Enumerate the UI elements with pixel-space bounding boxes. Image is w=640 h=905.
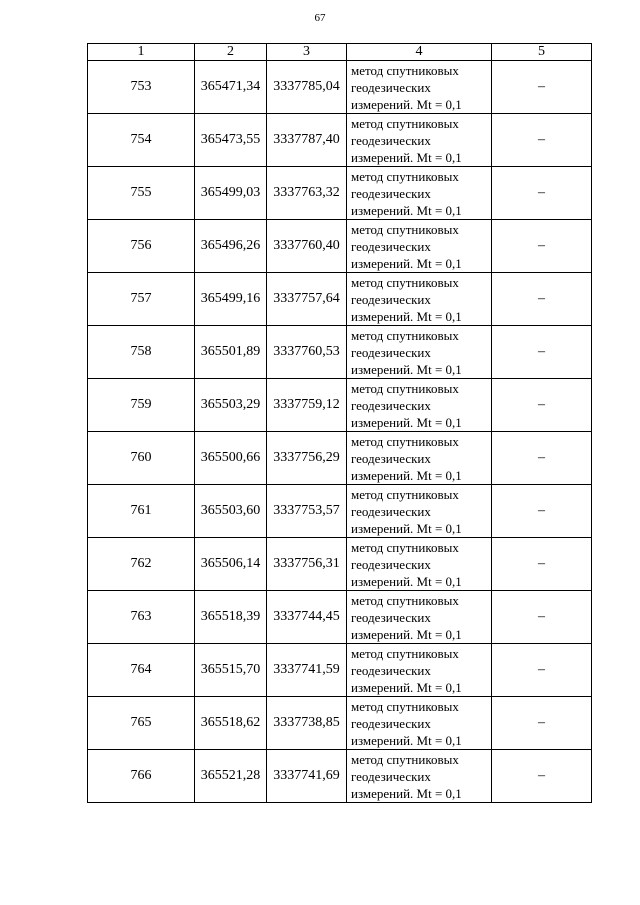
method-line: метод спутниковых xyxy=(351,539,459,555)
method-line: измерений. Mt = 0,1 xyxy=(351,361,462,377)
method-cell xyxy=(347,750,492,803)
note-cell: – xyxy=(492,220,592,273)
table-row xyxy=(88,750,592,803)
method-line: геодезических xyxy=(351,450,431,466)
x-coordinate-cell: 365506,14 xyxy=(195,538,267,591)
method-line: измерений. Mt = 0,1 xyxy=(351,626,462,642)
table-row xyxy=(88,326,592,379)
method-line: геодезических xyxy=(351,556,431,572)
point-id-cell: 756 xyxy=(88,220,195,273)
note-cell: – xyxy=(492,538,592,591)
table-row xyxy=(88,273,592,326)
y-coordinate-cell: 3337741,59 xyxy=(267,644,347,697)
method-line: измерений. Mt = 0,1 xyxy=(351,785,462,801)
note-cell: – xyxy=(492,644,592,697)
x-coordinate-cell: 365518,62 xyxy=(195,697,267,750)
method-line: геодезических xyxy=(351,609,431,625)
point-id-cell: 755 xyxy=(88,167,195,220)
method-line: метод спутниковых xyxy=(351,62,459,78)
column-header: 5 xyxy=(492,44,592,61)
method-line: метод спутниковых xyxy=(351,380,459,396)
x-coordinate-cell: 365499,16 xyxy=(195,273,267,326)
note-cell: – xyxy=(492,61,592,114)
table-row xyxy=(88,167,592,220)
table-row xyxy=(88,432,592,485)
column-header: 3 xyxy=(267,44,347,61)
method-line: измерений. Mt = 0,1 xyxy=(351,679,462,695)
method-line: измерений. Mt = 0,1 xyxy=(351,520,462,536)
column-header: 1 xyxy=(88,44,195,61)
method-line: измерений. Mt = 0,1 xyxy=(351,96,462,112)
method-line: геодезических xyxy=(351,344,431,360)
method-cell xyxy=(347,326,492,379)
page-number: 67 xyxy=(314,12,326,24)
method-line: метод спутниковых xyxy=(351,486,459,502)
method-cell xyxy=(347,220,492,273)
point-id-cell: 765 xyxy=(88,697,195,750)
point-id-cell: 762 xyxy=(88,538,195,591)
table-row xyxy=(88,114,592,167)
note-cell: – xyxy=(492,750,592,803)
x-coordinate-cell: 365501,89 xyxy=(195,326,267,379)
note-cell: – xyxy=(492,485,592,538)
coordinates-table xyxy=(87,43,592,803)
method-cell xyxy=(347,61,492,114)
note-cell: – xyxy=(492,167,592,220)
method-cell xyxy=(347,591,492,644)
x-coordinate-cell: 365499,03 xyxy=(195,167,267,220)
y-coordinate-cell: 3337744,45 xyxy=(267,591,347,644)
table-row xyxy=(88,220,592,273)
method-line: метод спутниковых xyxy=(351,168,459,184)
method-cell xyxy=(347,432,492,485)
x-coordinate-cell: 365503,29 xyxy=(195,379,267,432)
method-cell xyxy=(347,114,492,167)
method-line: геодезических xyxy=(351,768,431,784)
method-line: измерений. Mt = 0,1 xyxy=(351,149,462,165)
method-line: геодезических xyxy=(351,185,431,201)
column-header: 4 xyxy=(347,44,492,61)
y-coordinate-cell: 3337753,57 xyxy=(267,485,347,538)
method-cell xyxy=(347,485,492,538)
method-line: метод спутниковых xyxy=(351,115,459,131)
method-cell xyxy=(347,273,492,326)
table-row xyxy=(88,379,592,432)
note-cell: – xyxy=(492,326,592,379)
point-id-cell: 757 xyxy=(88,273,195,326)
point-id-cell: 758 xyxy=(88,326,195,379)
y-coordinate-cell: 3337763,32 xyxy=(267,167,347,220)
note-cell: – xyxy=(492,591,592,644)
point-id-cell: 764 xyxy=(88,644,195,697)
note-cell: – xyxy=(492,379,592,432)
method-line: измерений. Mt = 0,1 xyxy=(351,732,462,748)
table-row xyxy=(88,61,592,114)
point-id-cell: 760 xyxy=(88,432,195,485)
y-coordinate-cell: 3337759,12 xyxy=(267,379,347,432)
y-coordinate-cell: 3337738,85 xyxy=(267,697,347,750)
point-id-cell: 759 xyxy=(88,379,195,432)
method-cell xyxy=(347,167,492,220)
table-row xyxy=(88,485,592,538)
point-id-cell: 761 xyxy=(88,485,195,538)
method-line: геодезических xyxy=(351,715,431,731)
table-row xyxy=(88,644,592,697)
method-cell xyxy=(347,379,492,432)
method-line: метод спутниковых xyxy=(351,327,459,343)
method-line: измерений. Mt = 0,1 xyxy=(351,467,462,483)
y-coordinate-cell: 3337741,69 xyxy=(267,750,347,803)
method-line: метод спутниковых xyxy=(351,698,459,714)
method-line: метод спутниковых xyxy=(351,645,459,661)
table-row xyxy=(88,697,592,750)
method-line: геодезических xyxy=(351,397,431,413)
column-header: 2 xyxy=(195,44,267,61)
x-coordinate-cell: 365515,70 xyxy=(195,644,267,697)
note-cell: – xyxy=(492,273,592,326)
note-cell: – xyxy=(492,114,592,167)
y-coordinate-cell: 3337760,40 xyxy=(267,220,347,273)
method-line: геодезических xyxy=(351,79,431,95)
method-line: измерений. Mt = 0,1 xyxy=(351,255,462,271)
point-id-cell: 766 xyxy=(88,750,195,803)
y-coordinate-cell: 3337787,40 xyxy=(267,114,347,167)
point-id-cell: 763 xyxy=(88,591,195,644)
x-coordinate-cell: 365471,34 xyxy=(195,61,267,114)
method-line: метод спутниковых xyxy=(351,592,459,608)
method-line: геодезических xyxy=(351,503,431,519)
note-cell: – xyxy=(492,697,592,750)
x-coordinate-cell: 365473,55 xyxy=(195,114,267,167)
y-coordinate-cell: 3337785,04 xyxy=(267,61,347,114)
point-id-cell: 754 xyxy=(88,114,195,167)
table-body xyxy=(88,61,592,803)
x-coordinate-cell: 365503,60 xyxy=(195,485,267,538)
method-cell xyxy=(347,538,492,591)
x-coordinate-cell: 365496,26 xyxy=(195,220,267,273)
method-line: метод спутниковых xyxy=(351,221,459,237)
y-coordinate-cell: 3337756,31 xyxy=(267,538,347,591)
method-line: измерений. Mt = 0,1 xyxy=(351,414,462,430)
x-coordinate-cell: 365518,39 xyxy=(195,591,267,644)
y-coordinate-cell: 3337756,29 xyxy=(267,432,347,485)
method-line: метод спутниковых xyxy=(351,433,459,449)
method-line: геодезических xyxy=(351,291,431,307)
method-line: измерений. Mt = 0,1 xyxy=(351,202,462,218)
table-header-row xyxy=(88,44,592,61)
table-row xyxy=(88,591,592,644)
x-coordinate-cell: 365500,66 xyxy=(195,432,267,485)
method-cell xyxy=(347,697,492,750)
x-coordinate-cell: 365521,28 xyxy=(195,750,267,803)
method-line: метод спутниковых xyxy=(351,274,459,290)
method-line: измерений. Mt = 0,1 xyxy=(351,308,462,324)
method-line: геодезических xyxy=(351,238,431,254)
point-id-cell: 753 xyxy=(88,61,195,114)
method-cell xyxy=(347,644,492,697)
method-line: измерений. Mt = 0,1 xyxy=(351,573,462,589)
method-line: геодезических xyxy=(351,662,431,678)
table-row xyxy=(88,538,592,591)
method-line: метод спутниковых xyxy=(351,751,459,767)
y-coordinate-cell: 3337757,64 xyxy=(267,273,347,326)
note-cell: – xyxy=(492,432,592,485)
y-coordinate-cell: 3337760,53 xyxy=(267,326,347,379)
method-line: геодезических xyxy=(351,132,431,148)
